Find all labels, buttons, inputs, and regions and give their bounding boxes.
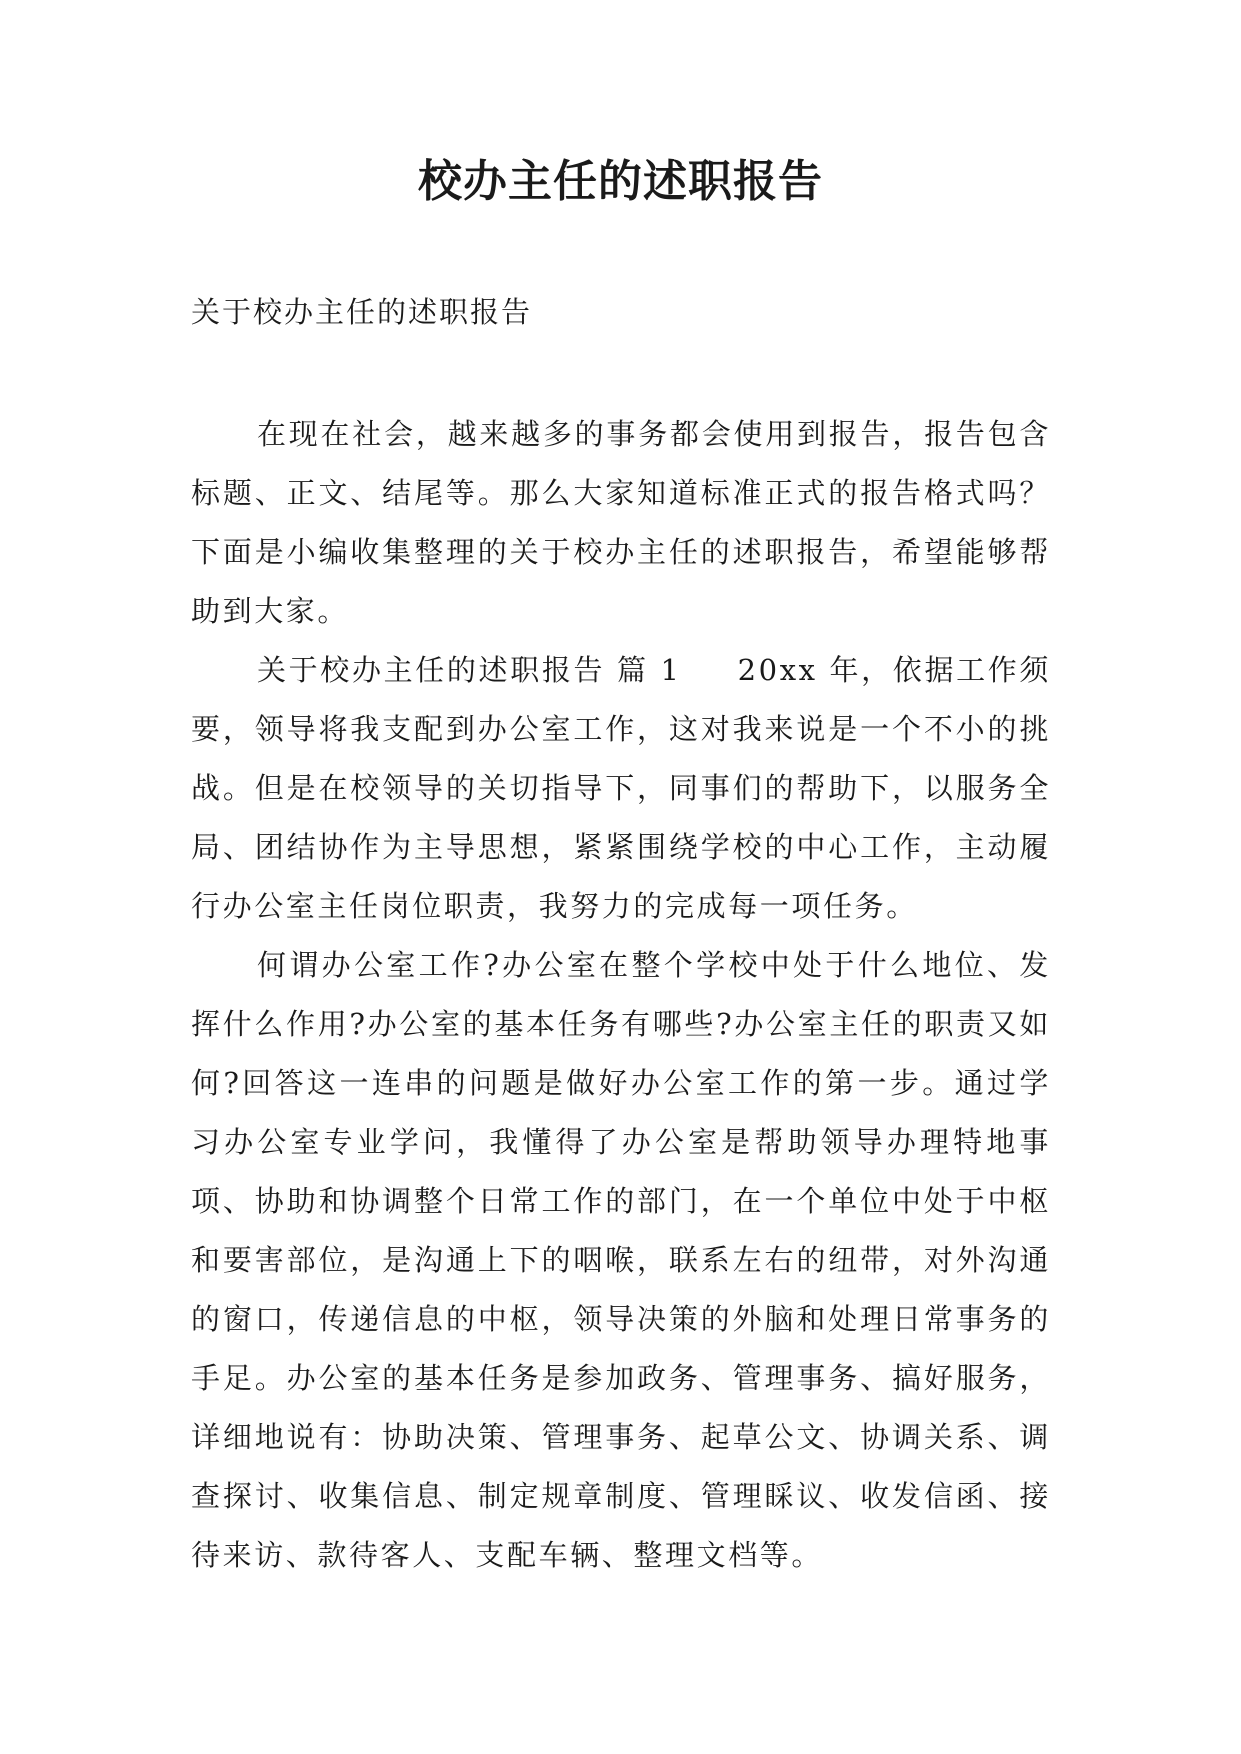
document-title: 校办主任的述职报告	[418, 156, 823, 207]
intro-paragraph: 在现在社会，越来越多的事务都会使用到报告，报告包含标题、正文、结尾等。那么大家知道标准正式的报告格式吗？下面是小编收集整理的关于校办主任的述职报告，希望能够帮助到大家。	[191, 417, 1051, 628]
document-subtitle: 关于校办主任的述职报告	[191, 295, 533, 329]
section-heading: 关于校办主任的述职报告 篇 1	[257, 653, 682, 687]
section-lead: 20xx 年，依据工作	[737, 653, 1020, 687]
office-role-paragraph: 何谓办公室工作?办公室在整个学校中处于什么地位、发挥什么作用?办公室的基本任务有哪些?办公室主任的职责又如何?回答这一连串的问题是做好办公室工作的第一步。通过学习办公室专业学问，我懂得了办公室是帮助领导办理特地事项、协助和协调整个日常工作的部门，在一个单位中处于中枢和要害部位，是沟通上下的咽喉，联系左右的纽带，对外沟通的窗口，传递信息的中枢，领导决策的外脑和处理日常事务的手足。办公室的基本任务是参加政务、管理事务、搞好服务，详细地说有：协助决策、管理事务、起草公文、协调关系、调查探讨、收集信息、制定规章制度、管理睬议、收发信函、接待来访、款待客人、支配车辆、整理文档等。	[191, 948, 1051, 1572]
section-paragraph-text: 须要，领导将我支配到办公室工作，这对我来说是一个不小的挑战。但是在校领导的关切指导下，同事们的帮助下，以服务全局、团结协作为主导思想，紧紧围绕学校的中心工作，主动履行办公室主任岗位职责，我努力的完成每一项任务。	[191, 653, 1052, 923]
document-body	[191, 405, 1051, 1585]
section-paragraph	[191, 641, 1051, 936]
